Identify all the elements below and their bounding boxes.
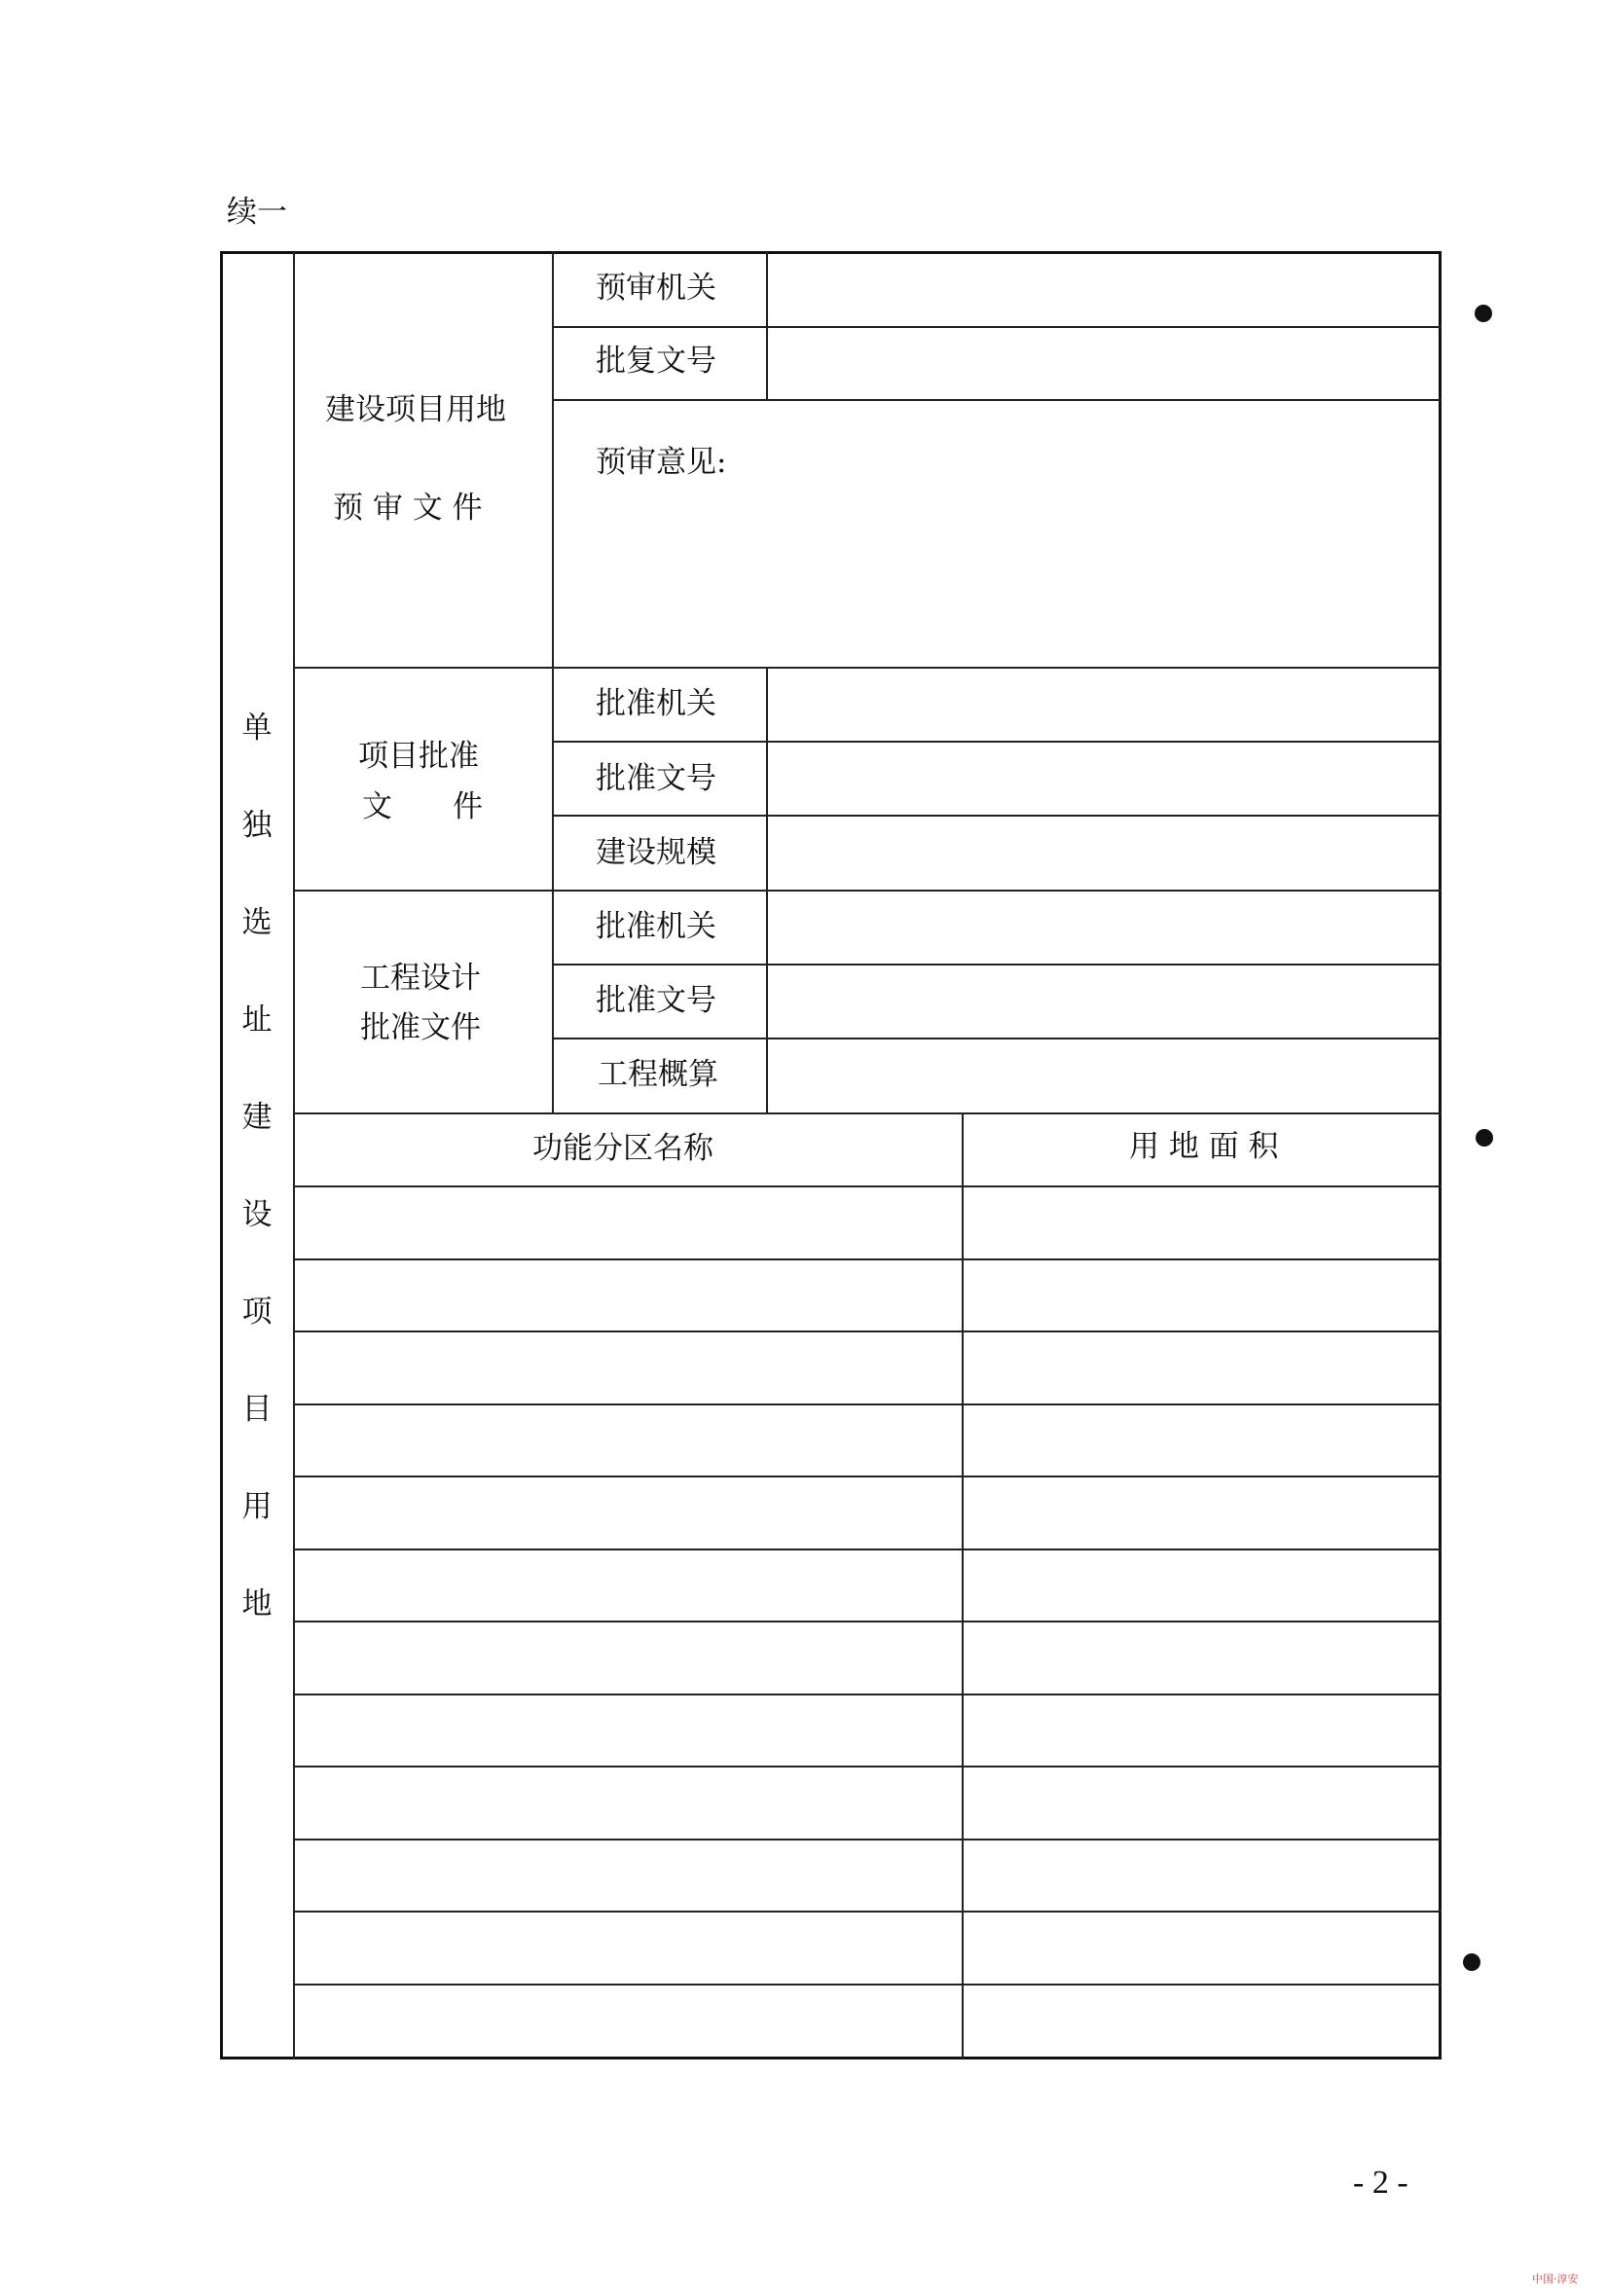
- side-title-char: 选: [241, 905, 273, 940]
- zone-row-divider: [293, 1403, 1442, 1405]
- zone-row-divider: [293, 1911, 1442, 1913]
- zone-row-divider: [293, 1694, 1442, 1695]
- zone-row-divider: [293, 1621, 1442, 1622]
- section2-label-line2: 文 件: [362, 789, 483, 824]
- side-title-char: 单: [241, 711, 273, 746]
- zone-name-header: 功能分区名称: [532, 1131, 713, 1166]
- side-title-char: 址: [241, 1002, 273, 1038]
- row-divider: [552, 1038, 1442, 1039]
- section-divider: [293, 667, 1442, 669]
- field-label-approval-number: 批复文号: [596, 344, 716, 379]
- side-title-char: 目: [241, 1392, 273, 1427]
- section-divider: [293, 1112, 1442, 1114]
- row-divider: [552, 326, 1442, 328]
- field-label-approval-number: 批准文号: [596, 761, 716, 796]
- section3-label-line2: 批准文件: [360, 1010, 481, 1045]
- zone-row-divider: [293, 1476, 1442, 1477]
- side-title-char: 独: [241, 808, 273, 843]
- zone-row-divider: [293, 1984, 1442, 1986]
- section-divider: [293, 890, 1442, 892]
- zone-row-divider: [293, 1185, 1442, 1187]
- zone-row-divider: [293, 1549, 1442, 1550]
- field-label-project-budget: 工程概算: [598, 1057, 718, 1092]
- binding-hole: [1463, 1953, 1480, 1971]
- section2-label-line1: 项目批准: [358, 739, 479, 774]
- field-label-review-opinion: 预审意见:: [596, 445, 727, 480]
- binding-hole: [1475, 305, 1492, 322]
- divider-side-column: [293, 251, 295, 2059]
- divider-field-column: [766, 251, 768, 399]
- divider-label-column: [552, 251, 554, 1112]
- row-divider: [552, 815, 1442, 817]
- section1-label-line2: 预 审 文 件: [333, 491, 483, 526]
- side-title-char: 设: [241, 1197, 273, 1232]
- zone-row-divider: [293, 1258, 1442, 1260]
- side-title-char: 建: [241, 1100, 273, 1135]
- zone-row-divider: [293, 1766, 1442, 1768]
- field-label-approving-authority: 批准机关: [596, 909, 716, 944]
- field-label-approving-authority: 批准机关: [596, 686, 716, 721]
- field-label-reviewing-authority: 预审机关: [596, 271, 716, 306]
- field-label-construction-scale: 建设规模: [596, 835, 716, 870]
- row-divider: [552, 741, 1442, 743]
- watermark: 中国·淳安: [1532, 2273, 1579, 2285]
- section3-label-line1: 工程设计: [360, 961, 481, 996]
- divider-area-column: [962, 1112, 964, 2059]
- zone-row-divider: [293, 1839, 1442, 1840]
- row-divider: [552, 399, 1442, 401]
- side-title-char: 地: [241, 1586, 273, 1622]
- page-number: - 2 -: [1353, 2165, 1408, 2201]
- section1-label-line1: 建设项目用地: [325, 392, 506, 427]
- binding-hole: [1476, 1129, 1493, 1147]
- zone-row-divider: [293, 1330, 1442, 1332]
- side-title-char: 项: [241, 1294, 273, 1330]
- continuation-label: 续一: [227, 195, 287, 230]
- land-area-header: 用 地 面 积: [1129, 1129, 1279, 1164]
- row-divider: [552, 964, 1442, 966]
- field-label-approval-number: 批准文号: [596, 983, 716, 1018]
- side-title-char: 用: [241, 1489, 273, 1524]
